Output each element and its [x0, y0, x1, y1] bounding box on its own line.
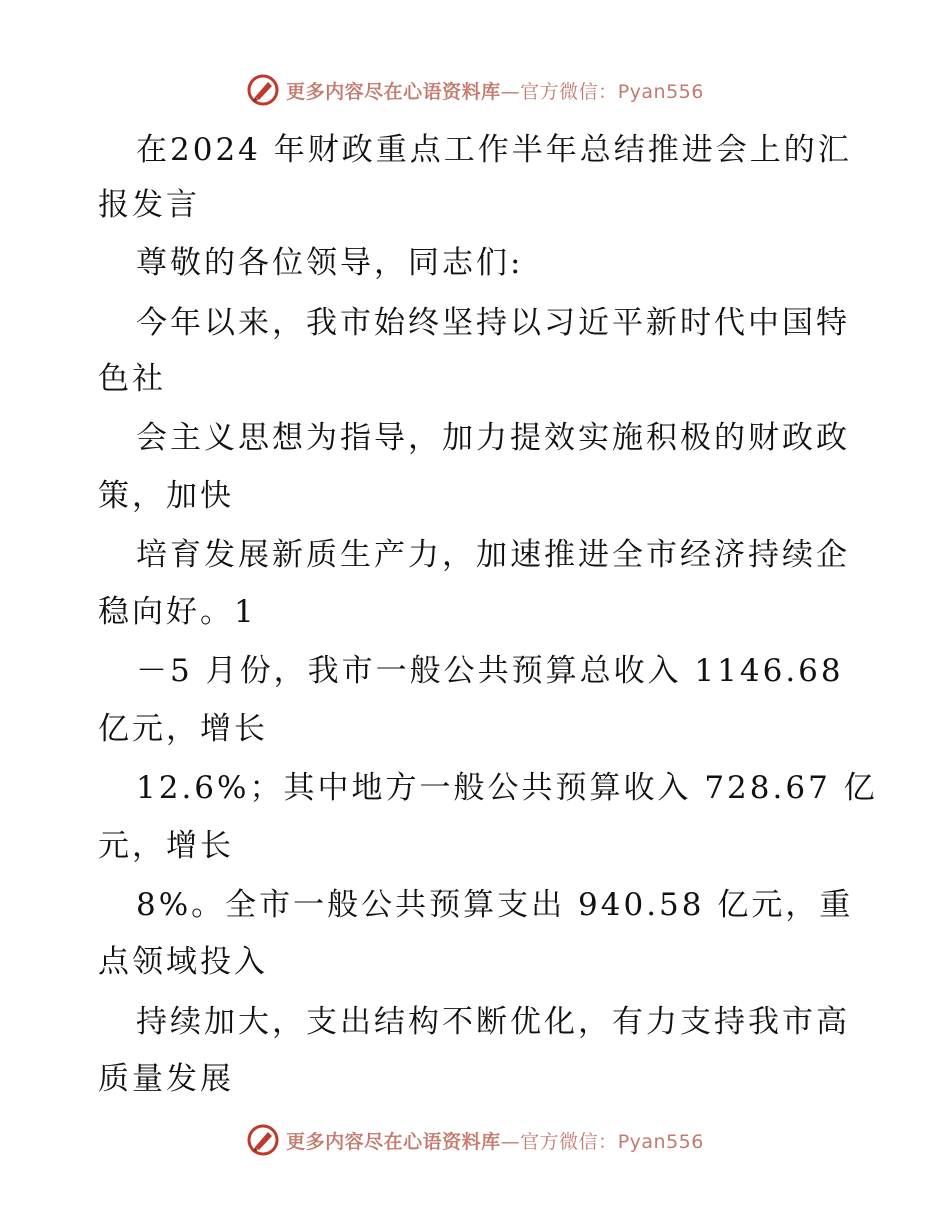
- salutation: 尊敬的各位领导，同志们:: [136, 245, 524, 281]
- paragraph-line: 元，增长: [98, 828, 234, 864]
- paragraph-line: 策，加快: [98, 478, 234, 514]
- paragraph-line: 会主义思想为指导，加力提效实施积极的财政政: [136, 420, 850, 456]
- watermark-banner-bottom: [0, 1120, 950, 1160]
- paragraph-line: 点领域投入: [98, 944, 268, 980]
- watermark-banner-top: [0, 70, 950, 110]
- pen-logo-icon: [246, 1123, 280, 1157]
- paragraph-line: 持续加大，支出结构不断优化，有力支持我市高: [136, 1004, 850, 1040]
- paragraph-line: 今年以来，我市始终坚持以习近平新时代中国特: [136, 305, 850, 341]
- document-title-line-1: 在2024 年财政重点工作半年总结推进会上的汇: [136, 132, 852, 168]
- paragraph-line: 色社: [98, 361, 166, 397]
- paragraph-line: 亿元，增长: [98, 711, 268, 747]
- watermark-text: 更多内容尽在心语资料库—官方微信：Pyan556: [286, 1130, 704, 1153]
- paragraph-line: 12.6%；其中地方一般公共预算收入 728.67 亿: [136, 770, 878, 806]
- paragraph-line: －5 月份，我市一般公共预算总收入 1146.68: [136, 653, 844, 689]
- pen-logo-icon: [246, 73, 280, 107]
- paragraph-line: 质量发展: [98, 1061, 234, 1097]
- paragraph-line: 稳向好。1: [98, 594, 257, 630]
- watermark-text: 更多内容尽在心语资料库—官方微信：Pyan556: [286, 80, 704, 103]
- paragraph-line: 培育发展新质生产力，加速推进全市经济持续企: [136, 537, 850, 573]
- document-title-line-2: 报发言: [98, 187, 200, 223]
- paragraph-line: 8%。全市一般公共预算支出 940.58 亿元，重: [136, 887, 854, 923]
